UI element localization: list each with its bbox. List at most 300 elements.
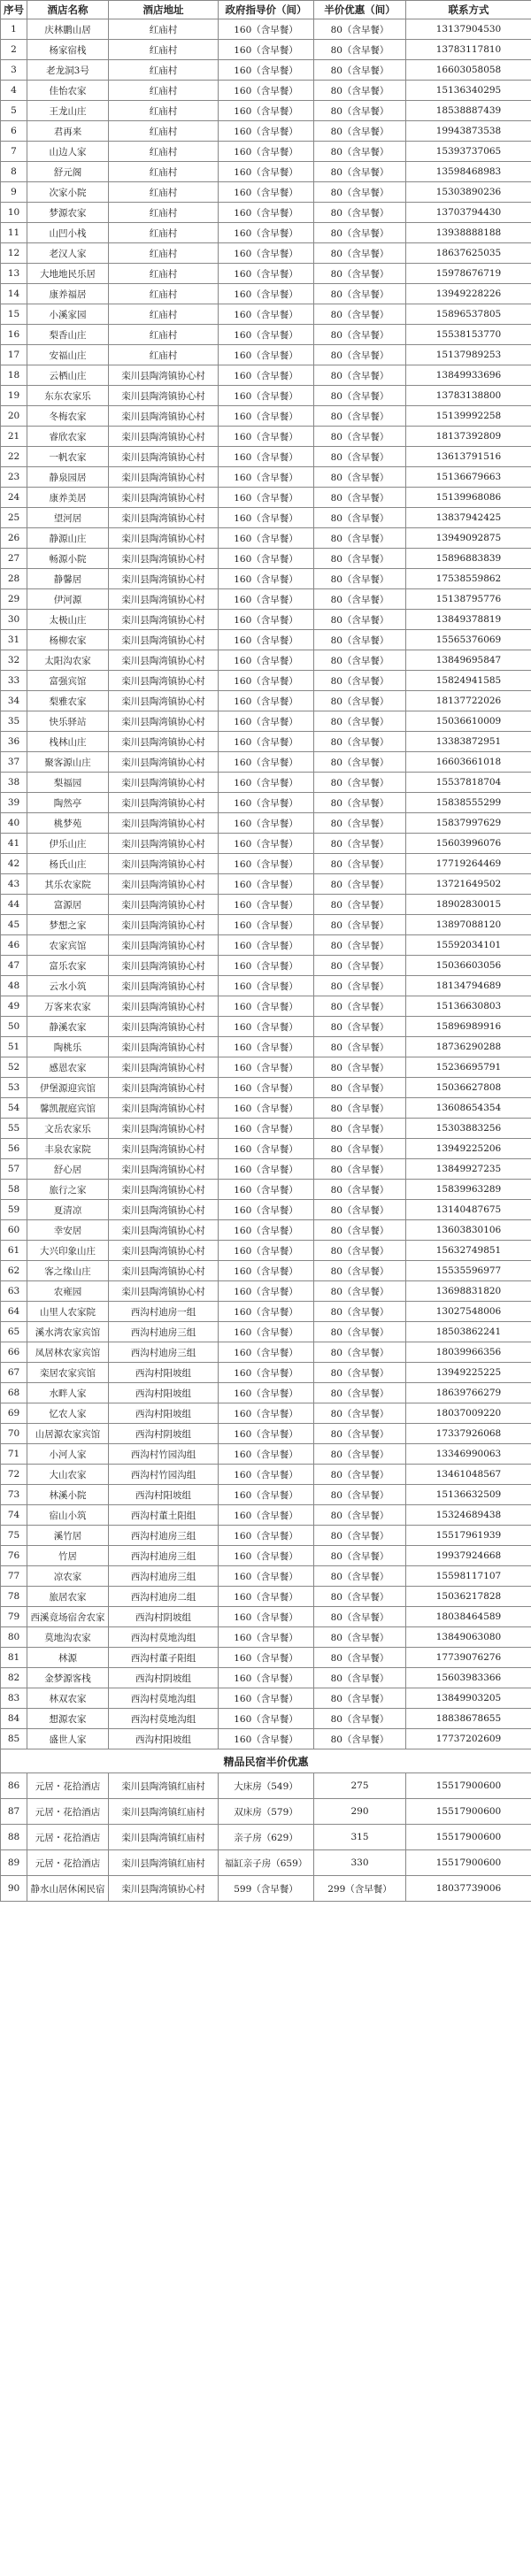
hotel-name: 静馨居 — [27, 569, 109, 589]
hotel-address: 西沟村阴坡组 — [109, 1668, 219, 1688]
hotel-address: 栾川县陶湾镇协心村 — [109, 365, 219, 386]
table-row — [1, 1261, 531, 1281]
guide-price: 160（含早餐） — [219, 1057, 314, 1078]
table-row — [1, 1057, 531, 1078]
half-price: 80（含早餐） — [314, 996, 406, 1017]
guide-price: 160（含早餐） — [219, 182, 314, 203]
half-price: 80（含早餐） — [314, 60, 406, 81]
row-number: 6 — [1, 121, 27, 142]
guide-price: 160（含早餐） — [219, 1078, 314, 1098]
half-price: 80（含早餐） — [314, 589, 406, 610]
contact-phone: 18503862241 — [406, 1322, 531, 1342]
guide-price: 160（含早餐） — [219, 1607, 314, 1627]
table-row — [1, 834, 531, 854]
row-number: 23 — [1, 467, 27, 488]
row-number: 15 — [1, 304, 27, 325]
row-number: 29 — [1, 589, 27, 610]
row-number: 37 — [1, 752, 27, 773]
half-price: 80（含早餐） — [314, 834, 406, 854]
hotel-name: 小溪家园 — [27, 304, 109, 325]
hotel-name: 静泉园居 — [27, 467, 109, 488]
hotel-name: 梨福园 — [27, 773, 109, 793]
hotel-name: 君再来 — [27, 121, 109, 142]
table-row — [1, 223, 531, 243]
guide-price: 160（含早餐） — [219, 1648, 314, 1668]
row-number: 4 — [1, 81, 27, 101]
table-row — [1, 365, 531, 386]
row-number: 77 — [1, 1566, 27, 1587]
row-number: 34 — [1, 691, 27, 711]
hotel-name: 富源居 — [27, 895, 109, 915]
contact-phone: 13949225206 — [406, 1139, 531, 1159]
guide-price: 160（含早餐） — [219, 630, 314, 650]
hotel-address: 栾川县陶湾镇协心村 — [109, 447, 219, 467]
guide-price: 160（含早餐） — [219, 19, 314, 40]
hotel-address: 栾川县陶湾镇协心村 — [109, 711, 219, 732]
half-price: 80（含早餐） — [314, 1241, 406, 1261]
contact-phone: 13938888188 — [406, 223, 531, 243]
guide-price: 599（含早餐） — [219, 1876, 314, 1902]
guide-price: 160（含早餐） — [219, 162, 314, 182]
row-number: 64 — [1, 1302, 27, 1322]
table-row — [1, 1648, 531, 1668]
half-price: 80（含早餐） — [314, 1729, 406, 1749]
row-number: 62 — [1, 1261, 27, 1281]
guide-price: 160（含早餐） — [219, 1322, 314, 1342]
contact-phone: 13383872951 — [406, 732, 531, 752]
contact-phone: 13140487675 — [406, 1200, 531, 1220]
hotel-address: 西沟村莫地沟组 — [109, 1688, 219, 1709]
hotel-name: 凤居林农家宾馆 — [27, 1342, 109, 1363]
table-row — [1, 711, 531, 732]
row-number: 25 — [1, 508, 27, 528]
half-price: 80（含早餐） — [314, 1688, 406, 1709]
hotel-address: 栾川县陶湾镇协心村 — [109, 467, 219, 488]
contact-phone: 15517900600 — [406, 1799, 531, 1825]
half-price: 80（含早餐） — [314, 386, 406, 406]
hotel-address: 西沟村阳坡组 — [109, 1363, 219, 1383]
table-row — [1, 121, 531, 142]
hotel-address: 红庙村 — [109, 182, 219, 203]
table-row — [1, 691, 531, 711]
half-price: 80（含早餐） — [314, 854, 406, 874]
contact-phone: 18637625035 — [406, 243, 531, 264]
hotel-address: 栾川县陶湾镇协心村 — [109, 1220, 219, 1241]
contact-phone: 13783138800 — [406, 386, 531, 406]
guide-price: 160（含早餐） — [219, 427, 314, 447]
half-price: 80（含早餐） — [314, 671, 406, 691]
table-row — [1, 243, 531, 264]
hotel-name: 林双农家 — [27, 1688, 109, 1709]
hotel-name: 畅源小院 — [27, 549, 109, 569]
hotel-name: 陶然亭 — [27, 793, 109, 813]
contact-phone: 16603661018 — [406, 752, 531, 773]
table-row — [1, 1627, 531, 1648]
half-price: 80（含早餐） — [314, 711, 406, 732]
guide-price: 160（含早餐） — [219, 915, 314, 935]
hotel-address: 栾川县陶湾镇协心村 — [109, 874, 219, 895]
hotel-address: 栾川县陶湾镇协心村 — [109, 752, 219, 773]
hotel-address: 栾川县陶湾镇协心村 — [109, 1078, 219, 1098]
half-price: 80（含早餐） — [314, 182, 406, 203]
hotel-address: 红庙村 — [109, 19, 219, 40]
half-price: 80（含早餐） — [314, 1424, 406, 1444]
hotel-address: 西沟村竹园沟组 — [109, 1444, 219, 1465]
contact-phone: 13783117810 — [406, 40, 531, 60]
hotel-name: 林源 — [27, 1648, 109, 1668]
table-row — [1, 1587, 531, 1607]
hotel-name: 夏清凉 — [27, 1200, 109, 1220]
hotel-name: 忆农人家 — [27, 1403, 109, 1424]
guide-price: 160（含早餐） — [219, 1546, 314, 1566]
contact-phone: 15036217828 — [406, 1587, 531, 1607]
row-number: 3 — [1, 60, 27, 81]
guide-price: 160（含早餐） — [219, 508, 314, 528]
table-row — [1, 671, 531, 691]
guide-price: 160（含早餐） — [219, 488, 314, 508]
contact-phone: 15565376069 — [406, 630, 531, 650]
half-price: 80（含早餐） — [314, 345, 406, 365]
contact-phone: 17737202609 — [406, 1729, 531, 1749]
table-row — [1, 976, 531, 996]
guide-price: 双床房（579） — [219, 1799, 314, 1825]
table-row — [1, 1119, 531, 1139]
table-row — [1, 1098, 531, 1119]
guide-price: 160（含早餐） — [219, 1342, 314, 1363]
row-number: 53 — [1, 1078, 27, 1098]
hotel-name: 客之缘山庄 — [27, 1261, 109, 1281]
half-price: 80（含早餐） — [314, 121, 406, 142]
row-number: 30 — [1, 610, 27, 630]
table-row — [1, 264, 531, 284]
hotel-address: 栾川县陶湾镇协心村 — [109, 854, 219, 874]
contact-phone: 15896537805 — [406, 304, 531, 325]
hotel-name: 山边人家 — [27, 142, 109, 162]
guide-price: 160（含早餐） — [219, 732, 314, 752]
row-number: 75 — [1, 1526, 27, 1546]
hotel-address: 西沟村董子阳组 — [109, 1648, 219, 1668]
table-row — [1, 630, 531, 650]
row-number: 42 — [1, 854, 27, 874]
contact-phone: 13137904530 — [406, 19, 531, 40]
half-price: 80（含早餐） — [314, 1200, 406, 1220]
contact-phone: 17719264469 — [406, 854, 531, 874]
contact-phone: 19943873538 — [406, 121, 531, 142]
guide-price: 160（含早餐） — [219, 40, 314, 60]
hotel-name: 老龙洞3号 — [27, 60, 109, 81]
guide-price: 160（含早餐） — [219, 1424, 314, 1444]
half-price: 80（含早餐） — [314, 1098, 406, 1119]
hotel-address: 栾川县陶湾镇协心村 — [109, 915, 219, 935]
table-row — [1, 813, 531, 834]
row-number: 61 — [1, 1241, 27, 1261]
hotel-name: 竹居 — [27, 1546, 109, 1566]
guide-price: 160（含早餐） — [219, 365, 314, 386]
hotel-address: 栾川县陶湾镇红庙村 — [109, 1850, 219, 1876]
half-price: 80（含早餐） — [314, 427, 406, 447]
hotel-name: 聚客源山庄 — [27, 752, 109, 773]
half-price: 80（含早餐） — [314, 813, 406, 834]
guide-price: 160（含早餐） — [219, 1363, 314, 1383]
hotel-name: 莫地沟农家 — [27, 1627, 109, 1648]
guide-price: 160（含早餐） — [219, 243, 314, 264]
guide-price: 160（含早餐） — [219, 528, 314, 549]
contact-phone: 15838555299 — [406, 793, 531, 813]
contact-phone: 13897088120 — [406, 915, 531, 935]
hotel-name: 一帆农家 — [27, 447, 109, 467]
contact-phone: 13721649502 — [406, 874, 531, 895]
hotel-address: 红庙村 — [109, 40, 219, 60]
guide-price: 亲子房（629） — [219, 1825, 314, 1850]
half-price: 80（含早餐） — [314, 1465, 406, 1485]
hotel-address: 西沟村迪房三组 — [109, 1546, 219, 1566]
guide-price: 160（含早餐） — [219, 304, 314, 325]
row-number: 31 — [1, 630, 27, 650]
table-row — [1, 1465, 531, 1485]
hotel-name: 次家小院 — [27, 182, 109, 203]
table-row — [1, 488, 531, 508]
row-number: 66 — [1, 1342, 27, 1363]
half-price: 80（含早餐） — [314, 732, 406, 752]
row-number: 68 — [1, 1383, 27, 1403]
hotel-address: 栾川县陶湾镇协心村 — [109, 406, 219, 427]
row-number: 8 — [1, 162, 27, 182]
guide-price: 160（含早餐） — [219, 834, 314, 854]
hotel-address: 栾川县陶湾镇协心村 — [109, 589, 219, 610]
hotel-name: 农家宾馆 — [27, 935, 109, 956]
half-price: 80（含早餐） — [314, 1546, 406, 1566]
half-price: 80（含早餐） — [314, 19, 406, 40]
hotel-address: 栾川县陶湾镇协心村 — [109, 773, 219, 793]
half-price: 80（含早餐） — [314, 223, 406, 243]
hotel-address: 栾川县陶湾镇协心村 — [109, 793, 219, 813]
guide-price: 160（含早餐） — [219, 691, 314, 711]
half-price: 330 — [314, 1850, 406, 1876]
half-price: 80（含早餐） — [314, 1261, 406, 1281]
hotel-name: 元居・花拾酒店 — [27, 1850, 109, 1876]
hotel-address: 栾川县陶湾镇协心村 — [109, 1241, 219, 1261]
table-row — [1, 1566, 531, 1587]
table-row — [1, 304, 531, 325]
row-number: 67 — [1, 1363, 27, 1383]
hotel-name: 静水山居休闲民宿 — [27, 1876, 109, 1902]
contact-phone: 13849695847 — [406, 650, 531, 671]
hotel-address: 栾川县陶湾镇协心村 — [109, 630, 219, 650]
hotel-address: 栾川县陶湾镇协心村 — [109, 1159, 219, 1180]
table-row — [1, 1017, 531, 1037]
hotel-name: 云栖山庄 — [27, 365, 109, 386]
hotel-address: 栾川县陶湾镇协心村 — [109, 996, 219, 1017]
row-number: 90 — [1, 1876, 27, 1902]
row-number: 38 — [1, 773, 27, 793]
row-number: 32 — [1, 650, 27, 671]
premium-table-body — [1, 1773, 531, 1902]
contact-phone: 15896883839 — [406, 549, 531, 569]
hotel-name: 太极山庄 — [27, 610, 109, 630]
contact-phone: 15136340295 — [406, 81, 531, 101]
half-price: 80（含早餐） — [314, 1220, 406, 1241]
hotel-name: 东东农家乐 — [27, 386, 109, 406]
hotel-name: 山居源农家宾馆 — [27, 1424, 109, 1444]
row-number: 86 — [1, 1773, 27, 1799]
hotel-address: 西沟村迪房三组 — [109, 1526, 219, 1546]
contact-phone: 15136630803 — [406, 996, 531, 1017]
contact-phone: 18134794689 — [406, 976, 531, 996]
hotel-name: 梨香山庄 — [27, 325, 109, 345]
contact-phone: 15978676719 — [406, 264, 531, 284]
table-row — [1, 874, 531, 895]
table-row — [1, 467, 531, 488]
guide-price: 160（含早餐） — [219, 752, 314, 773]
contact-phone: 18037739006 — [406, 1876, 531, 1902]
hotel-address: 西沟村阳坡组 — [109, 1485, 219, 1505]
guide-price: 160（含早餐） — [219, 1098, 314, 1119]
hotel-name: 睿欣农家 — [27, 427, 109, 447]
row-number: 51 — [1, 1037, 27, 1057]
guide-price: 160（含早餐） — [219, 1465, 314, 1485]
hotel-name: 冬梅农家 — [27, 406, 109, 427]
guide-price: 160（含早餐） — [219, 671, 314, 691]
hotel-name: 栾居农家宾馆 — [27, 1363, 109, 1383]
hotel-name: 山里人农家院 — [27, 1302, 109, 1322]
contact-phone: 15138795776 — [406, 589, 531, 610]
contact-phone: 15598117107 — [406, 1566, 531, 1587]
guide-price: 160（含早餐） — [219, 1383, 314, 1403]
guide-price: 160（含早餐） — [219, 1668, 314, 1688]
row-number: 9 — [1, 182, 27, 203]
table-row — [1, 81, 531, 101]
half-price: 290 — [314, 1799, 406, 1825]
contact-phone: 15136632509 — [406, 1485, 531, 1505]
table-row — [1, 40, 531, 60]
hotel-name: 盛世人家 — [27, 1729, 109, 1749]
hotel-name: 旅居农家 — [27, 1587, 109, 1607]
guide-price: 160（含早餐） — [219, 1037, 314, 1057]
row-number: 58 — [1, 1180, 27, 1200]
contact-phone: 13837942425 — [406, 508, 531, 528]
guide-price: 160（含早餐） — [219, 589, 314, 610]
half-price: 80（含早餐） — [314, 1342, 406, 1363]
hotel-name: 桃梦苑 — [27, 813, 109, 834]
hotel-address: 红庙村 — [109, 304, 219, 325]
contact-phone: 17739076276 — [406, 1648, 531, 1668]
guide-price: 160（含早餐） — [219, 81, 314, 101]
table-row — [1, 19, 531, 40]
contact-phone: 15538153770 — [406, 325, 531, 345]
contact-phone: 13698831820 — [406, 1281, 531, 1302]
hotel-name: 安福山庄 — [27, 345, 109, 365]
hotel-name: 馨凯靓庭宾馆 — [27, 1098, 109, 1119]
table-row — [1, 996, 531, 1017]
hotel-address: 栾川县陶湾镇红庙村 — [109, 1799, 219, 1825]
guide-price: 160（含早餐） — [219, 935, 314, 956]
contact-phone: 13849063080 — [406, 1627, 531, 1648]
table-row — [1, 854, 531, 874]
row-number: 13 — [1, 264, 27, 284]
row-number: 1 — [1, 19, 27, 40]
hotel-name: 杨家宿栈 — [27, 40, 109, 60]
hotel-name: 富强宾馆 — [27, 671, 109, 691]
row-number: 84 — [1, 1709, 27, 1729]
table-row — [1, 162, 531, 182]
half-price: 80（含早餐） — [314, 1587, 406, 1607]
contact-phone: 15603996076 — [406, 834, 531, 854]
half-price: 80（含早餐） — [314, 304, 406, 325]
table-row — [1, 1688, 531, 1709]
hotel-name: 伊乐山庄 — [27, 834, 109, 854]
guide-price: 160（含早餐） — [219, 711, 314, 732]
guide-price: 160（含早餐） — [219, 1139, 314, 1159]
guide-price: 160（含早餐） — [219, 1017, 314, 1037]
contact-phone: 18902830015 — [406, 895, 531, 915]
row-number: 16 — [1, 325, 27, 345]
half-price: 80（含早餐） — [314, 1139, 406, 1159]
hotel-address: 栾川县陶湾镇协心村 — [109, 1017, 219, 1037]
hotel-address: 红庙村 — [109, 223, 219, 243]
contact-phone: 15517900600 — [406, 1825, 531, 1850]
half-price: 80（含早餐） — [314, 976, 406, 996]
row-number: 35 — [1, 711, 27, 732]
table-row — [1, 1220, 531, 1241]
half-price: 80（含早餐） — [314, 1180, 406, 1200]
hotel-address: 栾川县陶湾镇协心村 — [109, 1098, 219, 1119]
row-number: 2 — [1, 40, 27, 60]
half-price: 80（含早餐） — [314, 752, 406, 773]
hotel-name: 大地地民乐居 — [27, 264, 109, 284]
guide-price: 160（含早餐） — [219, 1200, 314, 1220]
hotel-address: 红庙村 — [109, 284, 219, 304]
hotel-name: 杨氏山庄 — [27, 854, 109, 874]
hotel-name: 梨雅农家 — [27, 691, 109, 711]
contact-phone: 17538559862 — [406, 569, 531, 589]
table-row — [1, 1668, 531, 1688]
table-row — [1, 1363, 531, 1383]
row-number: 60 — [1, 1220, 27, 1241]
hotel-address: 西沟村竹园沟组 — [109, 1465, 219, 1485]
hotel-address: 西沟村莫地沟组 — [109, 1627, 219, 1648]
row-number: 79 — [1, 1607, 27, 1627]
contact-phone: 15036603056 — [406, 956, 531, 976]
half-price: 275 — [314, 1773, 406, 1799]
row-number: 19 — [1, 386, 27, 406]
table-row — [1, 1037, 531, 1057]
guide-price: 福缸亲子房（659） — [219, 1850, 314, 1876]
half-price: 80（含早餐） — [314, 1281, 406, 1302]
guide-price: 160（含早餐） — [219, 1627, 314, 1648]
hotel-address: 栾川县陶湾镇协心村 — [109, 1261, 219, 1281]
hotel-address: 西沟村莫地沟组 — [109, 1709, 219, 1729]
row-number: 52 — [1, 1057, 27, 1078]
contact-phone: 18037009220 — [406, 1403, 531, 1424]
row-number: 44 — [1, 895, 27, 915]
guide-price: 160（含早餐） — [219, 1566, 314, 1587]
guide-price: 160（含早餐） — [219, 1119, 314, 1139]
hotel-name: 静源山庄 — [27, 528, 109, 549]
hotel-name: 栈林山庄 — [27, 732, 109, 752]
hotel-address: 红庙村 — [109, 203, 219, 223]
hotel-name: 幸安居 — [27, 1220, 109, 1241]
row-number: 43 — [1, 874, 27, 895]
hotel-name: 元居・花拾酒店 — [27, 1825, 109, 1850]
contact-phone: 13703794430 — [406, 203, 531, 223]
contact-phone: 15517900600 — [406, 1850, 531, 1876]
table-row — [1, 386, 531, 406]
table-row — [1, 589, 531, 610]
guide-price: 160（含早餐） — [219, 874, 314, 895]
contact-phone: 13598468983 — [406, 162, 531, 182]
table-row — [1, 1607, 531, 1627]
half-price: 80（含早餐） — [314, 793, 406, 813]
